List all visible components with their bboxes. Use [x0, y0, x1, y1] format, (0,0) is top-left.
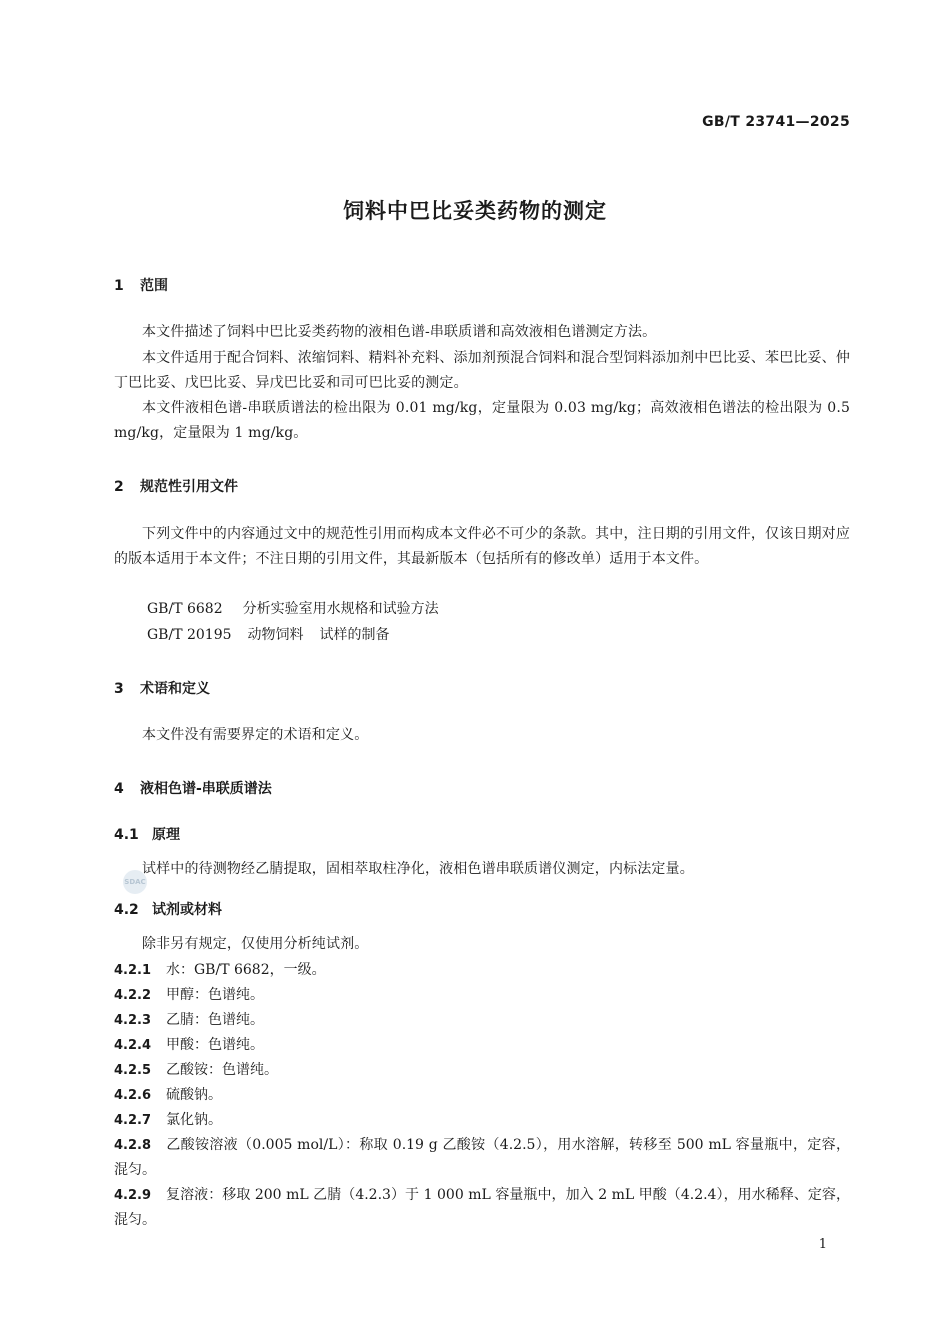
section-heading-lc-msms: [114, 778, 850, 798]
item-number: 4.2.5: [114, 1063, 152, 1078]
section-number: 1: [114, 278, 124, 294]
subsection-heading-principle: [114, 824, 850, 844]
paragraph: 下列文件中的内容通过文中的规范性引用而构成本文件必不可少的条款。其中，注日期的引用文件，仅该日期对应的版本适用于本文件；不注日期的引用文件，其最新版本（包括所有的修改单）适用于本文件。: [114, 526, 850, 567]
item-text: 水：GB/T 6682，一级。: [166, 962, 326, 978]
item-number: 4.2.7: [114, 1113, 152, 1128]
list-item: [114, 1108, 850, 1133]
item-number: 4.2.4: [114, 1038, 152, 1053]
paragraph: 本文件适用于配合饲料、浓缩饲料、精料补充料、添加剂预混合饲料和混合型饲料添加剂中巴比妥、苯巴比妥、仲丁巴比妥、戊巴比妥、异戊巴比妥和司可巴比妥的测定。: [114, 350, 850, 391]
subsection-title: 原理: [152, 827, 180, 843]
list-item: [114, 1083, 850, 1108]
section-title: 规范性引用文件: [140, 479, 238, 495]
subsection-heading-reagents: [114, 899, 850, 919]
list-item: [114, 1033, 850, 1058]
paragraph: 本文件液相色谱-串联质谱法的检出限为 0.01 mg/kg，定量限为 0.03 mg/kg；高效液相色谱法的检出限为 0.5 mg/kg，定量限为 1 mg/kg。: [114, 400, 850, 441]
item-text: 甲酸：色谱纯。: [166, 1037, 264, 1053]
list-item: [114, 1133, 850, 1183]
watermark-logo: SDAC: [123, 870, 147, 894]
item-number: 4.2.1: [114, 963, 152, 978]
paragraph: 试样中的待测物经乙腈提取，固相萃取柱净化，液相色谱串联质谱仪测定，内标法定量。: [142, 861, 694, 877]
paragraph: 除非另有规定，仅使用分析纯试剂。: [142, 936, 369, 952]
reference-item: [147, 623, 847, 648]
section-title: 液相色谱-串联质谱法: [140, 781, 272, 797]
standard-number: GB/T 23741—2025: [702, 114, 850, 130]
section-number: 2: [114, 479, 124, 495]
section-title: 术语和定义: [140, 681, 210, 697]
list-item: [114, 1183, 850, 1233]
subsection-number: 4.1: [114, 827, 139, 843]
paragraph: 本文件没有需要界定的术语和定义。: [142, 727, 369, 743]
subsection-number: 4.2: [114, 902, 139, 918]
item-text: 氯化钠。: [166, 1112, 222, 1128]
item-text: 乙酸铵：色谱纯。: [166, 1062, 278, 1078]
item-number: 4.2.8: [114, 1138, 152, 1153]
document-title: 饲料中巴比妥类药物的测定: [343, 199, 607, 223]
section-number: 3: [114, 681, 124, 697]
item-number: 4.2.2: [114, 988, 152, 1003]
item-number: 4.2.6: [114, 1088, 152, 1103]
list-item: [114, 983, 850, 1008]
list-item: [114, 958, 850, 983]
reference-name: 动物饲料: [247, 627, 304, 643]
item-text: 硫酸钠。: [166, 1087, 222, 1103]
reference-code: GB/T 20195: [147, 627, 232, 643]
section-heading-scope: [114, 275, 850, 295]
item-number: 4.2.3: [114, 1013, 152, 1028]
reference-name-part: 试样的制备: [319, 627, 390, 643]
page-number: 1: [818, 1237, 827, 1252]
section-title: 范围: [140, 278, 168, 294]
reference-item: [147, 597, 847, 622]
section-number: 4: [114, 781, 124, 797]
item-text: 甲醇：色谱纯。: [166, 987, 264, 1003]
paragraph: 本文件描述了饲料中巴比妥类药物的液相色谱-串联质谱和高效液相色谱测定方法。: [142, 324, 657, 340]
item-text: 乙腈：色谱纯。: [166, 1012, 264, 1028]
reference-code: GB/T 6682: [147, 601, 223, 617]
reference-name: 分析实验室用水规格和试验方法: [242, 601, 439, 617]
list-item: [114, 1058, 850, 1083]
section-heading-normative-references: [114, 476, 850, 496]
section-heading-terms: [114, 678, 850, 698]
item-number: 4.2.9: [114, 1188, 152, 1203]
item-text: 乙酸铵溶液（0.005 mol/L）：称取 0.19 g 乙酸铵（4.2.5），用水溶解，转移至 500 mL 容量瓶中，定容，混匀。: [114, 1137, 850, 1178]
item-text: 复溶液：移取 200 mL 乙腈（4.2.3）于 1 000 mL 容量瓶中，加入 2 mL 甲酸（4.2.4），用水稀释、定容，混匀。: [114, 1187, 850, 1228]
list-item: [114, 1008, 850, 1033]
subsection-title: 试剂或材料: [152, 902, 222, 918]
